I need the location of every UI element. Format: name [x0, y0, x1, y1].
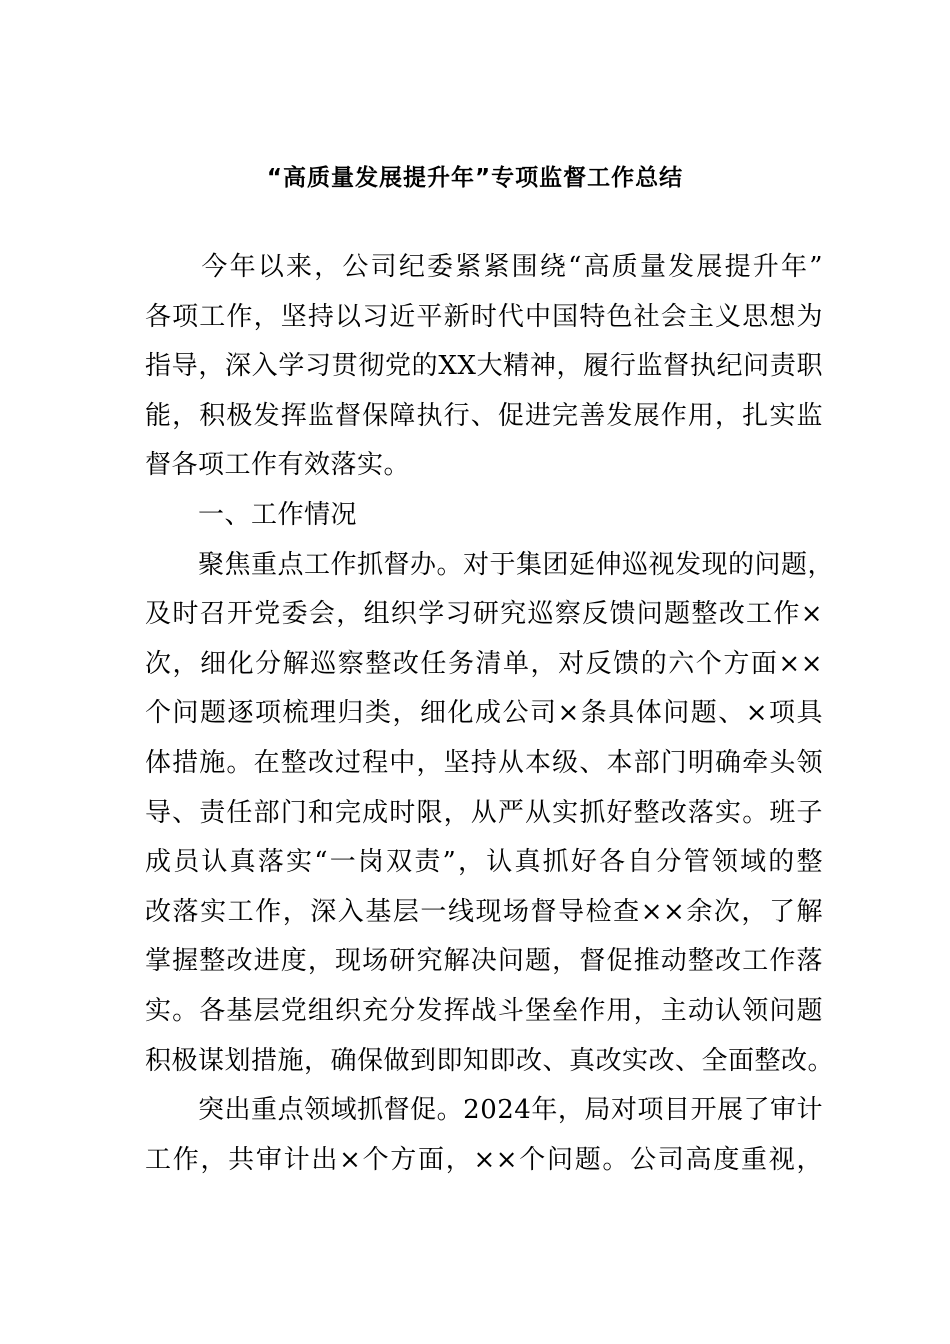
- text-line: 体措施。在整改过程中，坚持从本级、本部门明确牵头领: [145, 747, 823, 778]
- text-line: 实。各基层党组织充分发挥战斗堡垒作用，主动认领问题: [145, 995, 823, 1026]
- text-line: 突出重点领域抓督促。2024年，局对项目开展了审计: [145, 1095, 823, 1126]
- text-line: 掌握整改进度，现场研究解决问题，督促推动整改工作落: [145, 946, 823, 977]
- text-line: 工作，共审计出×个方面，××个问题。公司高度重视，: [145, 1144, 823, 1175]
- text-line: 积极谋划措施，确保做到即知即改、真改实改、全面整改。: [145, 1045, 835, 1076]
- text-line: 成员认真落实“一岗双责”，认真抓好各自分管领域的整: [145, 847, 823, 878]
- text-line: 个问题逐项梳理归类，细化成公司×条具体问题、×项具: [145, 698, 823, 729]
- text-line: 今年以来，公司纪委紧紧围绕“高质量发展提升年”: [145, 252, 823, 282]
- text-line: 能，积极发挥监督保障执行、促进完善发展作用，扎实监: [145, 400, 823, 431]
- text-line: 指导，深入学习贯彻党的XX大精神，履行监督执纪问责职: [145, 351, 823, 382]
- text-line: 次，细化分解巡察整改任务清单，对反馈的六个方面××: [145, 648, 823, 679]
- text-line: 导、责任部门和完成时限，从严从实抓好整改落实。班子: [145, 797, 823, 828]
- text-line: 及时召开党委会，组织学习研究巡察反馈问题整改工作×: [145, 599, 823, 630]
- section-heading: 一、工作情况: [145, 499, 358, 530]
- text-line: 督各项工作有效落实。: [145, 450, 411, 481]
- document-body: [145, 243, 835, 1185]
- text-line: 改落实工作，深入基层一线现场督导检查××余次，了解: [145, 896, 823, 927]
- text-line: 各项工作，坚持以习近平新时代中国特色社会主义思想为: [145, 301, 823, 332]
- document-title: “高质量发展提升年”专项监督工作总结: [266, 165, 684, 191]
- text-line: 聚焦重点工作抓督办。对于集团延伸巡视发现的问题，: [145, 549, 835, 580]
